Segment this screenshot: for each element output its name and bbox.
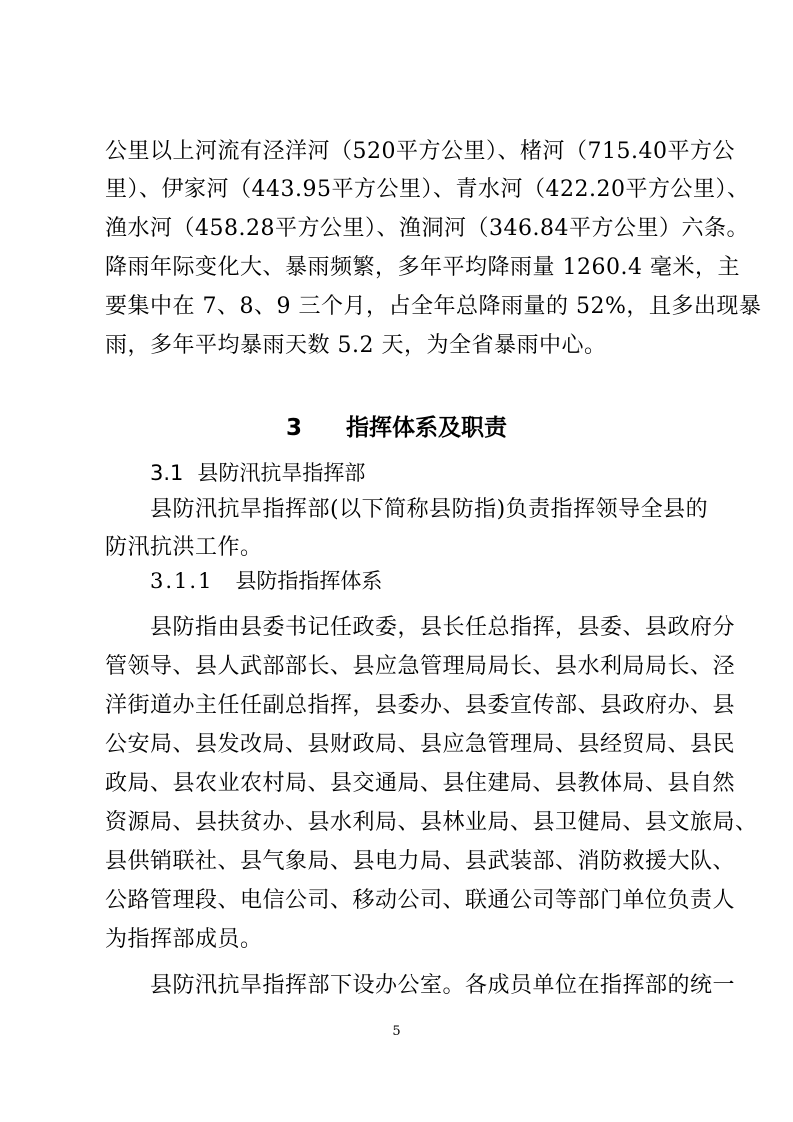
subsection-heading (150, 566, 382, 596)
text-line: 县供销联社、县气象局、县电力局、县武装部、消防救援大队、 (105, 849, 736, 874)
text-line: 公路管理段、电信公司、移动公司、联通公司等部门单位负责人 (105, 888, 736, 913)
text-line: 要集中在 7、8、9 三个月，占全年总降雨量的 52%，且多出现暴 (105, 294, 762, 319)
text-line: 公里以上河流有泾洋河（520平方公里）、楮河（715.40平方公 (105, 139, 735, 164)
text-line: 为指挥部成员。 (105, 927, 263, 952)
section-number: 3.1 (150, 461, 184, 485)
text-line: 资源局、县扶贫办、县水利局、县林业局、县卫健局、县文旅局、 (105, 810, 758, 835)
text-line: 渔水河（458.28平方公里）、渔洞河（346.84平方公里）六条。 (105, 216, 749, 241)
subsection-number: 3.1.1 (150, 569, 214, 593)
text-line: 管领导、县人武部部长、县应急管理局局长、县水利局局长、泾 (105, 654, 736, 679)
page-number: 5 (392, 1024, 401, 1039)
text-line: 政局、县农业农村局、县交通局、县住建局、县教体局、县自然 (105, 771, 736, 796)
text-line: 县防汛抗旱指挥部下设办公室。各成员单位在指挥部的统一 (150, 973, 736, 998)
text-line: 县防指由县委书记任政委，县长任总指挥，县委、县政府分 (150, 615, 736, 640)
section-title: 县防汛抗旱指挥部 (197, 461, 366, 485)
text-line: 雨，多年平均暴雨天数 5.2 天，为全省暴雨中心。 (105, 333, 607, 358)
text-line: 降雨年际变化大、暴雨频繁，多年平均降雨量 1260.4 毫米，主 (105, 255, 740, 280)
chapter-number: 3 (285, 415, 302, 441)
text-line: 洋街道办主任任副总指挥，县委办、县委宣传部、县政府办、县 (105, 693, 736, 718)
chapter-title: 指挥体系及职责 (346, 415, 507, 441)
text-line: 里）、伊家河（443.95平方公里）、青水河（422.20平方公里）、 (105, 177, 750, 202)
section-heading (150, 458, 365, 488)
chapter-heading (0, 410, 793, 446)
text-line: 防汛抗洪工作。 (105, 535, 263, 560)
text-line: 公安局、县发改局、县财政局、县应急管理局、县经贸局、县民 (105, 732, 736, 757)
text-line: 县防汛抗旱指挥部(以下简称县防指)负责指挥领导全县的 (150, 497, 709, 522)
subsection-title: 县防指指挥体系 (235, 569, 383, 593)
